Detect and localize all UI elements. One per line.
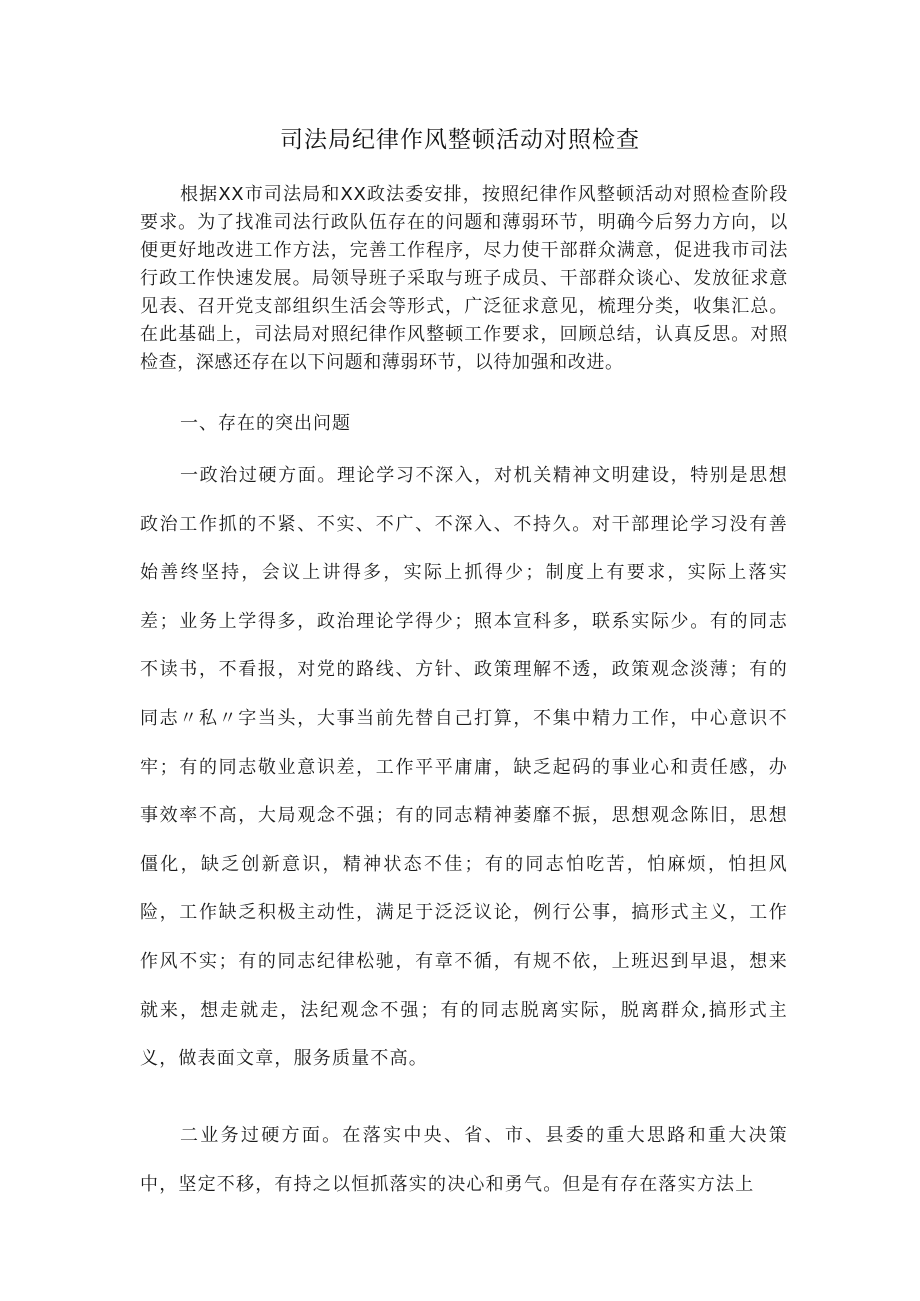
political-paragraph: 一政治过硬方面。理论学习不深入，对机关精神文明建设，特别是思想政治工作抓的不紧、不实、不广、不深入、不持久。对干部理论学习没有善始善终坚持，会议上讲得多，实际上抓得少；制度上有要求，实际上落实差；业务上学得多，政治理论学得少；照本宣科多，联系实际少。有的同志不读书，不看报，对党的路线、方针、政策理解不透，政策观念淡薄；有的同志〃私〃字当头，大事当前先替自己打算，不集中精力工作，中心意识不牢；有的同志敬业意识差，工作平平庸庸，缺乏起码的事业心和责任感，办事效率不高，大局观念不强；有的同志精神萎靡不振，思想观念陈旧，思想僵化，缺乏创新意识，精神状态不佳；有的同志怕吃苦，怕麻烦，怕担风险，工作缺乏积极主动性，满足于泛泛议论，例行公事，搞形式主义，工作作风不实；有的同志纪律松驰，有章不循，有规不依，上班迟到早退，想来就来，想走就走，法纪观念不强；有的同志脱离实际，脱离群众,搞形式主义，做表面文章，服务质量不高。 — [140, 465, 788, 1070]
document-title: 司法局纪律作风整顿活动对照检查 — [280, 127, 640, 153]
intro-paragraph: 根据XX市司法局和XX政法委安排，按照纪律作风整顿活动对照检查阶段要求。为了找准司法行政队伍存在的问题和薄弱环节，明确今后努力方向，以便更好地改进工作方法，完善工作程序，尽力使干部群众满意，促进我市司法行政工作快速发展。局领导班子采取与班子成员、干部群众谈心、发放征求意见表、召开党支部组织生活会等形式，广泛征求意见，梳理分类，收集汇总。在此基础上，司法局对照纪律作风整顿工作要求，回顾总结，认真反思。对照检查，深感还存在以下问题和薄弱环节，以待加强和改进。 — [140, 184, 788, 373]
section-heading: 一、存在的突出问题 — [180, 413, 351, 434]
business-paragraph: 二业务过硬方面。在落实中央、省、市、县委的重大思路和重大决策中，坚定不移，有持之以恒抓落实的决心和勇气。但是有存在落实方法上 — [140, 1125, 788, 1195]
